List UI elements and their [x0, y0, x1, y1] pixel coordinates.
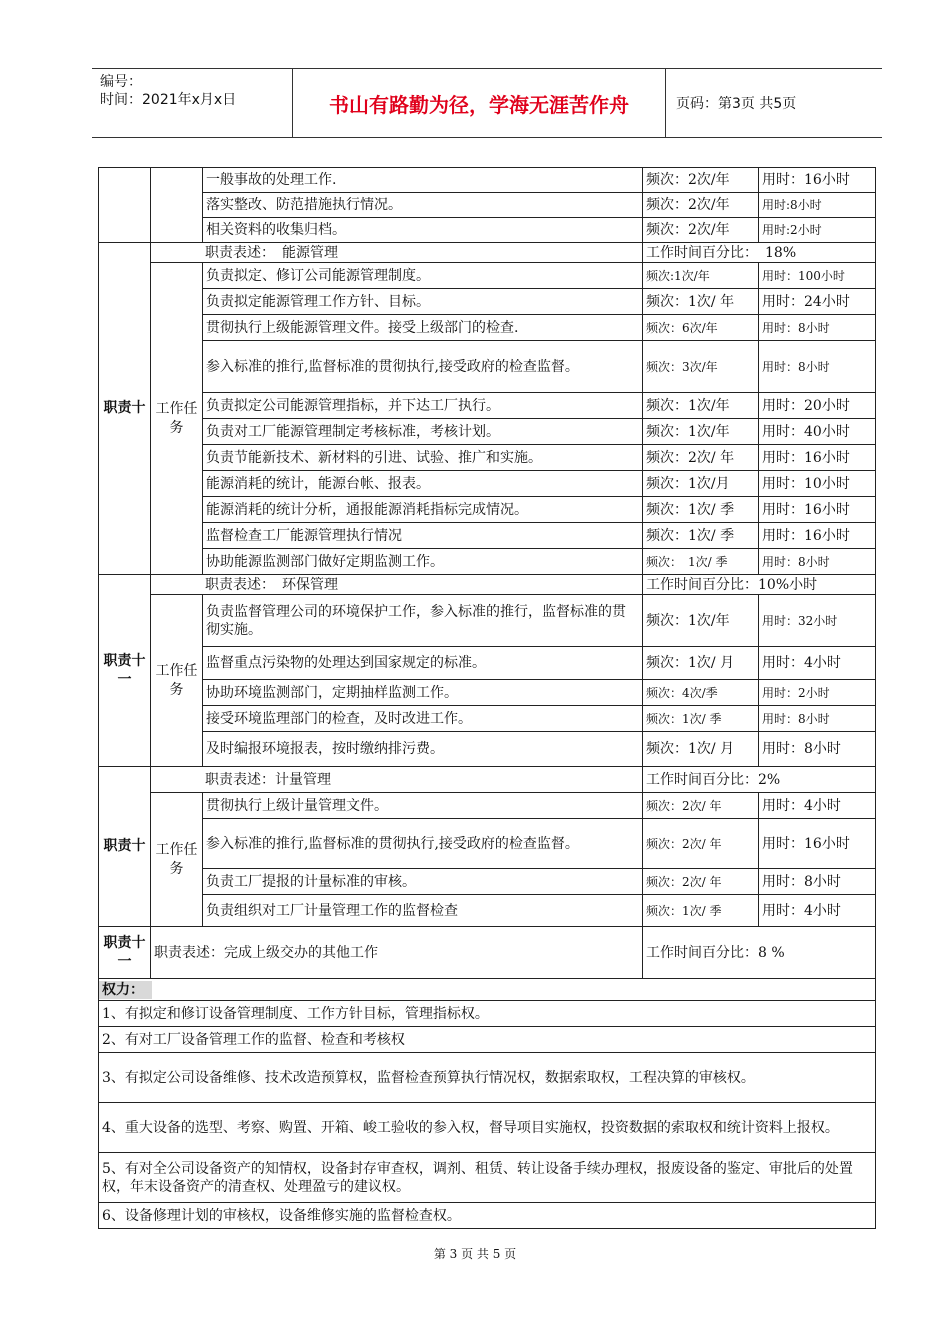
- task-frequency: 频次：2次/年: [643, 218, 759, 243]
- task-hours: 用时：4小时: [759, 647, 876, 680]
- task-frequency: 频次：1次/ 季: [643, 706, 759, 732]
- task-hours: 用时：8小时: [759, 549, 876, 575]
- power-item: 4、重大设备的选型、考察、购置、开箱、峻工验收的参入权，督导项目实施权，投资数据的索取权和统计资料上报权。: [99, 1103, 876, 1153]
- table-row: [99, 168, 876, 193]
- task-text: 负责拟定、修订公司能源管理制度。: [203, 263, 643, 289]
- power-title-row: [99, 979, 876, 1001]
- task-frequency: 频次：1次/年: [643, 393, 759, 419]
- table-row: [99, 549, 876, 575]
- power-item: 5、有对全公司设备资产的知情权，设备封存审查权，调剂、租赁、转让设备手续办理权，报废设备的鉴定、审批后的处置权，年末设备资产的清查权、处理盈亏的建议权。: [99, 1153, 876, 1203]
- duty-time-percentage: 工作时间百分比：2%: [643, 767, 876, 793]
- table-row: [99, 895, 876, 927]
- task-hours: 用时：16小时: [759, 168, 876, 193]
- task-hours: 用时：16小时: [759, 819, 876, 869]
- task-frequency: 频次：1次/年: [643, 595, 759, 647]
- task-text: 及时编报环境报表，按时缴纳排污费。: [203, 732, 643, 767]
- table-row: [99, 869, 876, 895]
- task-hours: 用时：8小时: [759, 869, 876, 895]
- task-hours: 用时：16小时: [759, 523, 876, 549]
- task-label: 工作任务: [151, 793, 203, 927]
- task-frequency: 频次：2次/ 年: [643, 869, 759, 895]
- power-title: 权力：: [99, 981, 152, 999]
- table-row: [99, 471, 876, 497]
- task-frequency: 频次：2次/ 年: [643, 445, 759, 471]
- task-hours: 用时：40小时: [759, 419, 876, 445]
- task-text: 接受环境监理部门的检查，及时改进工作。: [203, 706, 643, 732]
- power-item-row: [99, 1103, 876, 1153]
- duty-description: 职责表述：完成上级交办的其他工作: [151, 927, 643, 979]
- task-hours: 用时：100小时: [759, 263, 876, 289]
- task-text: 负责节能新技术、新材料的引进、试验、推广和实施。: [203, 445, 643, 471]
- power-item-row: [99, 1203, 876, 1229]
- task-frequency: 频次：3次/年: [643, 341, 759, 393]
- header-meta: [92, 69, 293, 137]
- task-hours: 用时：8小时: [759, 706, 876, 732]
- task-text: 贯彻执行上级计量管理文件。: [203, 793, 643, 819]
- duty-description-row: [99, 927, 876, 979]
- task-frequency: 频次：2次/ 年: [643, 819, 759, 869]
- task-hours: 用时：8小时: [759, 315, 876, 341]
- task-text: 能源消耗的统计分析，通报能源消耗指标完成情况。: [203, 497, 643, 523]
- table-row: [99, 419, 876, 445]
- task-frequency: 频次：1次/ 月: [643, 647, 759, 680]
- task-text: 负责工厂提报的计量标准的审核。: [203, 869, 643, 895]
- header-page-number: 页码：第3页 共5页: [676, 96, 797, 112]
- task-hours: 用时：24小时: [759, 289, 876, 315]
- table-row: [99, 706, 876, 732]
- duty-description-row: [99, 243, 876, 263]
- duty-time-percentage: 工作时间百分比：8 %: [643, 927, 876, 979]
- task-frequency: 频次：2次/年: [643, 193, 759, 218]
- task-hours: 用时:8小时: [759, 193, 876, 218]
- task-hours: 用时：16小时: [759, 497, 876, 523]
- page-footer: 第 3 页 共 5 页: [433, 1247, 517, 1261]
- time-label: 时间：2021年x月x日: [100, 92, 237, 108]
- task-text: 负责组织对工厂计量管理工作的监督检查: [203, 895, 643, 927]
- duty-label: 职责十: [99, 767, 151, 927]
- table-row: [99, 393, 876, 419]
- duty-description: 职责表述： 能源管理: [151, 243, 643, 263]
- power-item: 3、有拟定公司设备维修、技术改造预算权，监督检查预算执行情况权，数据索取权，工程决算的审核权。: [99, 1053, 876, 1103]
- duty-description: 职责表述： 环保管理: [151, 575, 643, 595]
- table-row: [99, 341, 876, 393]
- power-title-cell: [99, 979, 876, 1001]
- task-hours: 用时:2小时: [759, 218, 876, 243]
- duty-time-percentage: 工作时间百分比：10%小时: [643, 575, 876, 595]
- table-row: [99, 445, 876, 471]
- task-label: 工作任务: [151, 595, 203, 767]
- task-text: 协助环境监测部门，定期抽样监测工作。: [203, 680, 643, 706]
- task-text: 负责拟定公司能源管理指标，并下达工厂执行。: [203, 393, 643, 419]
- task-text: 协助能源监测部门做好定期监测工作。: [203, 549, 643, 575]
- duty-description: 职责表述：计量管理: [151, 767, 643, 793]
- task-text: 参入标准的推行,监督标准的贯彻执行,接受政府的检查监督。: [203, 341, 643, 393]
- task-text: 能源消耗的统计，能源台帐、报表。: [203, 471, 643, 497]
- task-text: 负责拟定能源管理工作方针、目标。: [203, 289, 643, 315]
- task-frequency: 频次：2次/年: [643, 168, 759, 193]
- duty-description-row: [99, 767, 876, 793]
- task-hours: 用时：16小时: [759, 445, 876, 471]
- task-frequency: 频次：4次/季: [643, 680, 759, 706]
- task-hours: 用时：4小时: [759, 895, 876, 927]
- number-label: 编号：: [100, 74, 142, 90]
- power-item-row: [99, 1153, 876, 1203]
- table-row: [99, 523, 876, 549]
- header-slogan: 书山有路勤为径，学海无涯苦作舟: [293, 69, 666, 137]
- table-row: [99, 218, 876, 243]
- duty-label: 职责十一: [99, 927, 151, 979]
- task-hours: 用时：2小时: [759, 680, 876, 706]
- task-hours: 用时：20小时: [759, 393, 876, 419]
- power-item-row: [99, 1027, 876, 1053]
- task-text: 参入标准的推行,监督标准的贯彻执行,接受政府的检查监督。: [203, 819, 643, 869]
- task-text: 监督检查工厂能源管理执行情况: [203, 523, 643, 549]
- task-hours: 用时：8小时: [759, 341, 876, 393]
- task-frequency: 频次：1次/ 年: [643, 289, 759, 315]
- power-item-row: [99, 1001, 876, 1027]
- table-row: [99, 497, 876, 523]
- task-frequency: 频次：6次/年: [643, 315, 759, 341]
- task-label: 工作任务: [151, 263, 203, 575]
- power-item-row: [99, 1053, 876, 1103]
- duty-description-row: [99, 575, 876, 595]
- task-hours: 用时：8小时: [759, 732, 876, 767]
- task-text: 贯彻执行上级能源管理文件。接受上级部门的检查.: [203, 315, 643, 341]
- task-frequency: 频次:1次/年: [643, 263, 759, 289]
- task-hours: 用时：32小时: [759, 595, 876, 647]
- task-frequency: 频次：1次/ 季: [643, 497, 759, 523]
- duty-time-percentage: 工作时间百分比： 18%: [643, 243, 876, 263]
- task-label-cell: [151, 168, 203, 243]
- task-text: 落实整改、防范措施执行情况。: [203, 193, 643, 218]
- table-row: [99, 263, 876, 289]
- table-row: [99, 680, 876, 706]
- task-text: 负责对工厂能源管理制定考核标准，考核计划。: [203, 419, 643, 445]
- table-row: [99, 819, 876, 869]
- table-row: [99, 193, 876, 218]
- task-frequency: 频次：1次/ 季: [643, 523, 759, 549]
- task-frequency: 频次：1次/ 月: [643, 732, 759, 767]
- task-hours: 用时：4小时: [759, 793, 876, 819]
- task-frequency: 频次：2次/ 年: [643, 793, 759, 819]
- power-item: 2、有对工厂设备管理工作的监督、检查和考核权: [99, 1027, 876, 1053]
- duty-label: 职责十: [99, 243, 151, 575]
- power-item: 1、有拟定和修订设备管理制度、工作方针目标，管理指标权。: [99, 1001, 876, 1027]
- duty-label-cell: [99, 168, 151, 243]
- task-frequency: 频次： 1次/ 季: [643, 549, 759, 575]
- task-text: 负责监督管理公司的环境保护工作，参入标准的推行，监督标准的贯彻实施。: [203, 595, 643, 647]
- table-row: [99, 647, 876, 680]
- table-row: [99, 793, 876, 819]
- duty-table: [98, 167, 876, 1229]
- task-text: 相关资料的收集归档。: [203, 218, 643, 243]
- task-frequency: 频次：1次/ 季: [643, 895, 759, 927]
- task-text: 一般事故的处理工作.: [203, 168, 643, 193]
- table-row: [99, 289, 876, 315]
- table-row: [99, 595, 876, 647]
- task-frequency: 频次：1次/年: [643, 419, 759, 445]
- task-hours: 用时：10小时: [759, 471, 876, 497]
- task-text: 监督重点污染物的处理达到国家规定的标准。: [203, 647, 643, 680]
- table-row: [99, 315, 876, 341]
- page-header: [92, 68, 882, 138]
- duty-label: 职责十一: [99, 575, 151, 767]
- table-row: [99, 732, 876, 767]
- task-frequency: 频次：1次/月: [643, 471, 759, 497]
- power-item: 6、设备修理计划的审核权，设备维修实施的监督检查权。: [99, 1203, 876, 1229]
